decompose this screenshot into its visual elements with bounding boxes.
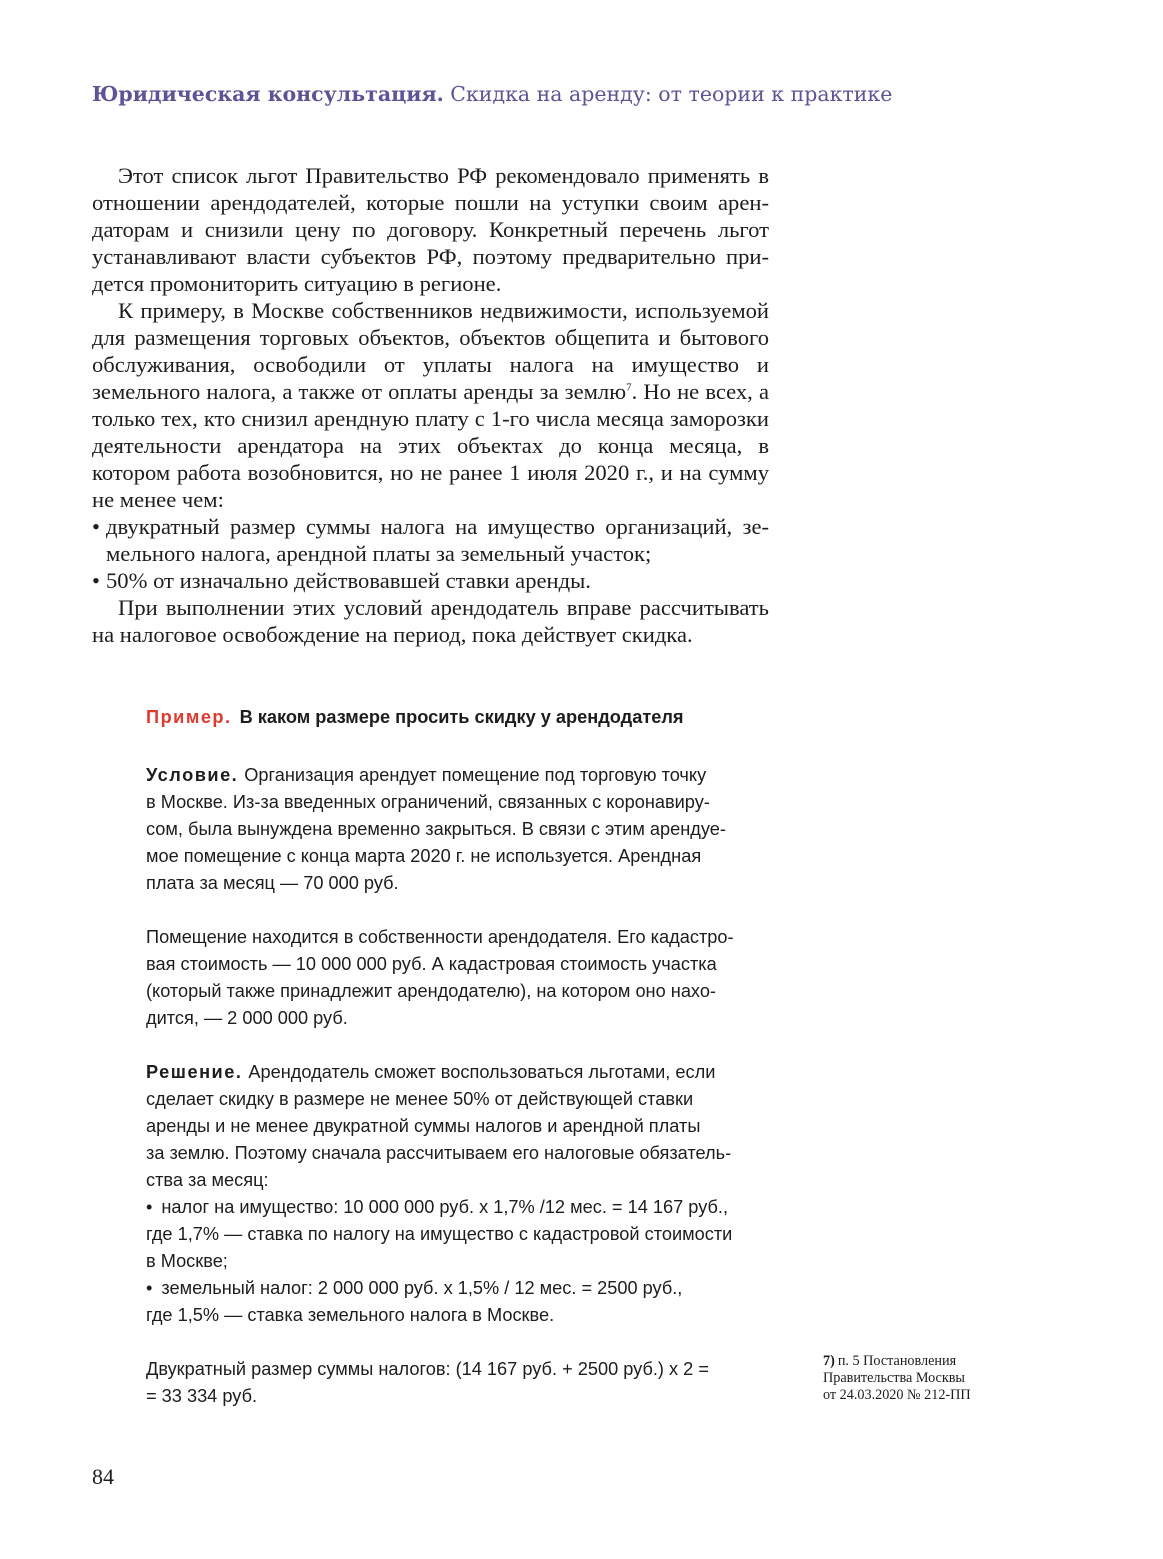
text-line: сделает скидку в размере не менее 50% от действующей ставки — [146, 1089, 694, 1109]
total-paragraph — [146, 1356, 766, 1410]
header-title: Скидка на аренду: от теории к практике — [450, 82, 893, 106]
paragraph-text: К примеру, в Москве собственников недвижимости, используемой для размещения торговых объектов, объектов общепита и бытового обслуживания, освободили от уплаты налога на имущество и земельного налога, а также от оплаты аренды за землю — [92, 298, 769, 404]
line-text: Организация арендует помещение под торговую точку — [244, 765, 707, 785]
footnote — [823, 1353, 1023, 1404]
conditions-list — [92, 513, 769, 594]
text-line: в Москве. Из-за введенных ограничений, связанных с коронавиру- — [146, 792, 710, 812]
bullet-line: • налог на имущество: 10 000 000 руб. х 1,7% /12 мес. = 14 167 руб., — [146, 1194, 766, 1221]
line-text: п. 5 Постановления — [837, 1353, 957, 1369]
example-label: Пример. — [146, 707, 232, 727]
text-line: где 1,5% — ставка земельного налога в Москве. — [146, 1305, 555, 1325]
example-block — [146, 704, 766, 1410]
paragraph: Этот список льгот Правительство РФ рекомендовало применять в отношении арендодателей, которые пошли на уступки своим арендаторам и снизили цену по договору. Конкретный перечень льгот устанавливают власти субъектов РФ, поэтому предварительно придется промониторить ситуацию в регионе. — [92, 163, 769, 296]
premises-paragraph — [146, 924, 766, 1032]
text-line — [146, 1059, 766, 1086]
text-line: Двукратный размер суммы налогов: (14 167 руб. + 2500 руб.) х 2 = — [146, 1359, 709, 1379]
condition-label: Условие. — [146, 765, 239, 785]
list-item: • двукратный размер суммы налога на имущество организаций, земельного налога, арендной платы за земельный участок; — [92, 513, 769, 567]
paragraph-text: . Но не всех, а только тех, кто снизил арендную плату с 1-го числа месяца заморозки деятельности арендатора на этих объектах до конца месяца, в котором работа возобновится, но не ранее 1 июля 2020 г., и на сумму не менее чем: — [92, 379, 769, 512]
footnote-ref[interactable]: 7 — [626, 381, 632, 394]
text-line — [146, 762, 766, 789]
example-title — [146, 704, 766, 731]
text-line: Правительства Москвы — [823, 1370, 965, 1386]
paragraph: При выполнении этих условий арендодатель вправе рассчитывать на налоговое освобождение на период, пока действует скидка. — [92, 595, 769, 647]
text-line: плата за месяц — 70 000 руб. — [146, 873, 399, 893]
running-header — [92, 82, 992, 106]
text-line: вая стоимость — 10 000 000 руб. А кадастровая стоимость участка — [146, 954, 717, 974]
text-line: аренды и не менее двукратной суммы налогов и арендной платы — [146, 1116, 701, 1136]
text-line — [823, 1353, 1023, 1370]
text-line: от 24.03.2020 № 212-ПП — [823, 1387, 971, 1403]
text-line: Помещение находится в собственности арендодателя. Его кадастро- — [146, 927, 734, 947]
paragraph — [92, 297, 769, 513]
text-line: (который также принадлежит арендодателю), на котором оно нахо- — [146, 981, 716, 1001]
article-body — [92, 162, 769, 648]
header-section: Юридическая консультация. — [92, 82, 444, 106]
text-line: за землю. Поэтому сначала рассчитываем его налоговые обязатель- — [146, 1143, 732, 1163]
condition-paragraph — [146, 762, 766, 897]
text-line: в Москве; — [146, 1251, 228, 1271]
footnote-number: 7) — [823, 1353, 835, 1369]
line-text: Арендодатель сможет воспользоваться льготами, если — [248, 1062, 716, 1082]
example-heading: В каком размере просить скидку у арендодателя — [239, 707, 684, 727]
text-line: ства за месяц: — [146, 1170, 269, 1190]
text-line: мое помещение с конца марта 2020 г. не используется. Арендная — [146, 846, 702, 866]
text-line: = 33 334 руб. — [146, 1386, 258, 1406]
page-number: 84 — [92, 1464, 114, 1489]
solution-label: Решение. — [146, 1062, 243, 1082]
solution-paragraph — [146, 1059, 766, 1329]
list-item: • 50% от изначально действовавшей ставки аренды. — [92, 567, 769, 594]
text-line: где 1,7% — ставка по налогу на имущество с кадастровой стоимости — [146, 1224, 733, 1244]
text-line: дится, — 2 000 000 руб. — [146, 1008, 348, 1028]
bullet-line: • земельный налог: 2 000 000 руб. х 1,5% / 12 мес. = 2500 руб., — [146, 1275, 766, 1302]
text-line: сом, была вынуждена временно закрыться. В связи с этим арендуе- — [146, 819, 726, 839]
